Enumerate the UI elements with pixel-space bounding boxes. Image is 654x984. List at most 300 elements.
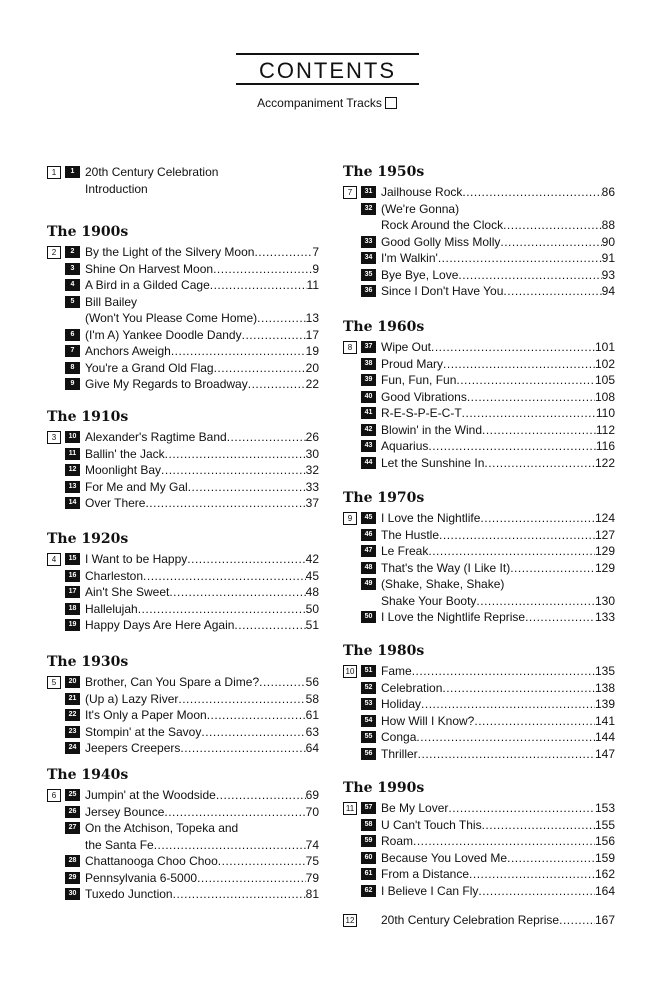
page-number: 74 [305,837,319,852]
entry-title: From a Distance [381,867,470,881]
toc-entry[interactable] [47,244,319,261]
entry-text [85,164,319,181]
toc-entry[interactable] [47,787,319,804]
song-number-badge: 17 [65,586,80,598]
entry-text [85,277,319,294]
toc-entry[interactable] [47,837,319,854]
leader-dots [428,543,595,560]
entry-text [85,820,319,837]
entry-text [381,250,615,267]
page-number: 42 [305,552,319,566]
toc-entry[interactable] [343,817,615,834]
toc-section [47,767,319,903]
leader-dots [413,833,595,850]
toc-entry[interactable] [47,886,319,903]
toc-entry[interactable] [47,691,319,708]
entry-text [381,389,615,406]
leader-dots [171,343,306,360]
entry-title: Conga [381,730,417,744]
page-number: 116 [595,439,615,453]
entry-text [381,593,615,610]
entry-title: I Love the Nightlife [381,511,481,525]
entry-text [85,787,319,804]
entry-title: Ain't She Sweet [85,585,170,599]
section-heading: The 1990s [343,780,425,796]
leader-dots [154,837,306,854]
entry-text [85,724,319,741]
leader-dots [214,360,306,377]
page-number: 155 [594,817,615,832]
toc-entry[interactable] [47,277,319,294]
leader-dots [469,866,595,883]
song-number-badge: 14 [65,497,80,509]
entry-title: The Hustle [381,527,440,542]
song-number-badge: 38 [361,358,376,370]
leader-dots [197,870,306,887]
toc-entry[interactable] [47,820,319,837]
song-number-badge: 47 [361,545,376,557]
page-number: 81 [305,887,319,901]
song-number-badge: 4 [65,279,80,291]
entry-text [381,283,615,300]
entry-text [85,601,319,618]
entry-title: the Santa Fe [85,837,154,852]
toc-section [343,490,615,626]
page-number: 75 [305,854,319,868]
entry-title: Blowin' in the Wind [381,422,483,437]
toc-entry[interactable] [47,584,319,601]
toc-entry[interactable] [343,543,615,560]
leader-dots [462,184,601,201]
leader-dots [525,609,595,626]
toc-entry[interactable] [47,261,319,278]
song-number-badge: 42 [361,424,376,436]
leader-dots [259,674,306,691]
entry-title: (Up a) Lazy River [85,691,179,706]
toc-entry[interactable] [343,372,615,389]
toc-entry[interactable] [47,429,319,446]
leader-dots [165,446,306,463]
leader-dots [442,680,595,697]
entry-title: By the Light of the Silvery Moon [85,245,255,259]
song-number-badge: 55 [361,731,376,743]
entry-text [85,462,319,479]
section-heading: The 1910s [47,409,129,425]
song-number-badge: 57 [361,802,376,814]
page-number: 30 [305,446,319,461]
leader-dots [173,886,306,903]
toc-entry[interactable] [343,201,615,218]
page-number: 162 [594,867,615,881]
entry-text [381,817,615,834]
toc-entry[interactable] [47,376,319,393]
song-number-badge: 33 [361,236,376,248]
leader-dots [458,267,601,284]
toc-entry[interactable] [47,495,319,512]
entry-text [85,674,319,691]
page-number: 11 [306,278,319,292]
entry-text [85,310,319,327]
toc-entry[interactable] [343,455,615,472]
page-number: 144 [594,730,615,744]
leader-dots [510,560,595,577]
song-number-badge: 24 [65,742,80,754]
track-number-box: 9 [343,512,357,525]
page-number: 129 [594,544,615,558]
entry-text [85,886,319,903]
song-number-badge: 27 [65,822,80,834]
toc-entry[interactable] [343,696,615,713]
entry-text [381,833,615,850]
page-number: 51 [305,618,319,632]
toc-entry[interactable] [47,551,319,568]
section-heading: The 1920s [47,531,129,547]
entry-title: Stompin' at the Savoy [85,724,202,739]
entry-title: Shake Your Booty [381,593,477,608]
toc-entry[interactable] [47,310,319,327]
song-number-badge: 2 [65,246,80,258]
leader-dots [431,339,595,356]
entry-title: I Love the Nightlife Reprise [381,610,526,624]
title-rule-top [236,53,419,55]
leader-dots [503,217,602,234]
song-number-badge: 53 [361,698,376,710]
entry-text [381,543,615,560]
song-number-badge: 40 [361,391,376,403]
entry-title: For Me and My Gal [85,479,188,494]
toc-entry[interactable] [47,164,319,181]
toc-entry[interactable] [343,527,615,544]
entry-text [381,746,615,763]
song-number-badge: 18 [65,603,80,615]
toc-entry[interactable] [47,804,319,821]
page-title: CONTENTS [259,58,396,83]
entry-title: Good Vibrations [381,389,467,404]
toc-entry[interactable] [343,217,615,234]
toc-entry[interactable] [47,740,319,757]
toc-entry[interactable] [343,729,615,746]
toc-entry[interactable] [343,250,615,267]
leader-dots [421,696,595,713]
song-number-badge: 58 [361,819,376,831]
page-number: 58 [305,691,319,706]
entry-text [85,244,319,261]
toc-entry[interactable] [47,327,319,344]
entry-text [381,729,615,746]
leader-dots [559,912,595,929]
entry-title: A Bird in a Gilded Cage [85,278,210,292]
page-number: 141 [594,713,615,728]
song-number-badge: 9 [65,378,80,390]
leader-dots [448,800,595,817]
song-number-badge: 54 [361,715,376,727]
toc-section [47,531,319,634]
track-number-box: 8 [343,341,357,354]
song-number-badge: 13 [65,481,80,493]
leader-dots [188,479,306,496]
toc-entry[interactable] [343,438,615,455]
entry-text [381,609,615,626]
entry-title: Since I Don't Have You [381,284,504,298]
entry-text [85,479,319,496]
page-number: 105 [594,373,615,387]
entry-title: Over There [85,496,146,510]
entry-text [85,707,319,724]
page-number: 147 [594,746,615,761]
entry-text [381,576,615,593]
toc-section [47,164,319,197]
toc-entry[interactable] [47,343,319,360]
toc-entry[interactable] [47,853,319,870]
page-number: 108 [594,389,615,404]
toc-entry[interactable] [343,866,615,883]
leader-dots [467,389,595,406]
toc-section [47,409,319,512]
entry-title: I Believe I Can Fly [381,883,479,898]
toc-entry[interactable] [343,184,615,201]
entry-title: Pennsylvania 6-5000 [85,870,198,885]
entry-title: Because You Loved Me [381,850,508,865]
toc-entry[interactable] [343,234,615,251]
entry-text [381,883,615,900]
leader-dots [201,724,305,741]
page-number: 112 [595,422,615,437]
entry-text [381,267,615,284]
song-number-badge: 29 [65,872,80,884]
subtitle-text: Accompaniment Tracks [257,96,382,110]
song-number-badge: 22 [65,709,80,721]
page-number: 13 [305,311,319,325]
leader-dots [416,729,595,746]
toc-entry[interactable] [343,800,615,817]
page-number: 79 [305,870,319,885]
toc-entry[interactable] [343,883,615,900]
toc-entry[interactable] [47,360,319,377]
toc-entry[interactable] [343,283,615,300]
entry-text [381,234,615,251]
track-number-box: 5 [47,676,61,689]
leader-dots [227,429,306,446]
page-number: 124 [594,511,615,525]
toc-section [47,224,319,393]
entry-text [85,376,319,393]
toc-entry[interactable] [47,181,319,198]
page-number: 64 [305,741,319,755]
toc-entry[interactable] [47,446,319,463]
toc-section [47,654,319,757]
song-number-badge: 34 [361,252,376,264]
entry-title: Fame [381,664,412,678]
toc-entry[interactable] [47,479,319,496]
song-number-badge: 21 [65,693,80,705]
entry-title: Charleston [85,568,144,583]
page-number: 48 [305,585,319,599]
page-number: 33 [305,479,319,494]
page-number: 101 [594,340,615,354]
entry-title: It's Only a Paper Moon [85,708,207,722]
page-number: 135 [594,664,615,678]
song-number-badge: 35 [361,269,376,281]
page-number: 61 [305,708,319,722]
entry-text [85,837,319,854]
toc-entry[interactable] [343,510,615,527]
entry-text [85,360,319,377]
song-number-badge: 10 [65,431,80,443]
entry-title: Jeepers Creepers [85,741,181,755]
toc-entry[interactable] [343,609,615,626]
toc-entry[interactable] [343,576,615,593]
page-number: 122 [594,455,615,470]
leader-dots [218,853,306,870]
toc-entry[interactable] [47,724,319,741]
leader-dots [187,551,305,568]
leader-dots [138,601,306,618]
entry-title: You're a Grand Old Flag [85,360,214,375]
entry-title: Roam [381,834,414,848]
page-number: 37 [305,496,319,510]
entry-text [381,438,615,455]
toc-section [343,164,615,300]
entry-title: Tuxedo Junction [85,887,173,901]
song-number-badge: 37 [361,341,376,353]
song-number-badge: 7 [65,345,80,357]
page-number: 56 [305,675,319,689]
song-number-badge: 1 [65,166,80,178]
entry-title: Holiday [381,697,422,711]
entry-text [381,850,615,867]
leader-dots [482,817,595,834]
page-number: 86 [601,185,615,199]
song-number-badge: 45 [361,512,376,524]
entry-text [381,713,615,730]
toc-entry[interactable] [343,267,615,284]
toc-entry[interactable] [343,713,615,730]
entry-text [85,870,319,887]
entry-title: 20th Century Celebration Reprise [381,913,560,927]
song-number-badge: 30 [65,888,80,900]
leader-dots [242,327,306,344]
track-number-box: 3 [47,431,61,444]
entry-title: U Can't Touch This [381,817,482,832]
toc-entry[interactable] [343,560,615,577]
entry-title: Thriller [381,746,418,761]
song-number-badge: 48 [361,562,376,574]
toc-entry[interactable] [343,339,615,356]
entry-text [85,691,319,708]
song-number-badge: 3 [65,263,80,275]
entry-text [381,696,615,713]
leader-dots [503,283,601,300]
leader-dots [480,510,595,527]
leader-dots [428,438,595,455]
entry-text [381,866,615,883]
leader-dots [213,261,312,278]
section-heading: The 1940s [47,767,129,783]
song-number-badge: 44 [361,457,376,469]
toc-entry[interactable] [47,294,319,311]
entry-title: Ballin' the Jack [85,446,165,461]
song-number-badge: 52 [361,682,376,694]
entry-title: Happy Days Are Here Again [85,618,235,632]
song-number-badge: 19 [65,619,80,631]
toc-entry[interactable] [343,663,615,680]
toc-entry[interactable] [47,674,319,691]
page-number: 90 [601,234,615,249]
page-number: 138 [594,680,615,695]
page-number: 156 [594,834,615,848]
entry-text [381,422,615,439]
toc-entry[interactable] [343,405,615,422]
entry-text [85,181,319,198]
leader-dots [254,244,312,261]
song-number-badge: 59 [361,835,376,847]
toc-entry[interactable] [47,601,319,618]
song-number-badge: 15 [65,553,80,565]
entry-title: Brother, Can You Spare a Dime? [85,675,260,689]
song-number-badge: 39 [361,374,376,386]
page-number: 69 [305,788,319,802]
entry-text [85,853,319,870]
leader-dots [257,310,305,327]
track-number-box: 1 [47,166,61,179]
toc-entry[interactable] [47,462,319,479]
page-number: 9 [312,261,319,276]
page-number: 139 [594,697,615,711]
toc-entry[interactable] [343,422,615,439]
entry-title: Let the Sunshine In [381,455,485,470]
page-number: 110 [595,406,615,420]
toc-entry[interactable] [343,912,615,929]
toc-entry[interactable] [343,850,615,867]
entry-title: I'm Walkin' [381,251,438,265]
subtitle [200,96,454,110]
entry-title: Jersey Bounce [85,804,165,819]
toc-entry[interactable] [47,707,319,724]
entry-text [381,800,615,817]
leader-dots [143,568,306,585]
entry-title: Fun, Fun, Fun [381,373,457,387]
page-number: 19 [305,344,319,358]
leader-dots [418,746,595,763]
toc-entry[interactable] [47,617,319,634]
song-number-badge: 6 [65,329,80,341]
section-heading: The 1980s [343,643,425,659]
toc-entry[interactable] [343,746,615,763]
toc-entry[interactable] [343,833,615,850]
song-number-badge: 43 [361,440,376,452]
leader-dots [443,356,595,373]
toc-entry[interactable] [343,389,615,406]
entry-text [381,217,615,234]
entry-title: (We're Gonna) [381,201,460,216]
page-number: 88 [601,218,615,232]
toc-entry[interactable] [47,870,319,887]
section-heading: The 1960s [343,319,425,335]
toc-entry[interactable] [343,593,615,610]
toc-entry[interactable] [343,356,615,373]
leader-dots [412,663,595,680]
entry-title: Rock Around the Clock [381,218,504,232]
track-number-box: 11 [343,802,357,815]
song-number-badge: 49 [361,578,376,590]
song-number-badge: 25 [65,789,80,801]
entry-title: How Will I Know? [381,713,475,728]
entry-text [381,527,615,544]
entry-text [85,446,319,463]
page-number: 70 [305,804,319,819]
toc-entry[interactable] [47,568,319,585]
toc-entry[interactable] [343,680,615,697]
